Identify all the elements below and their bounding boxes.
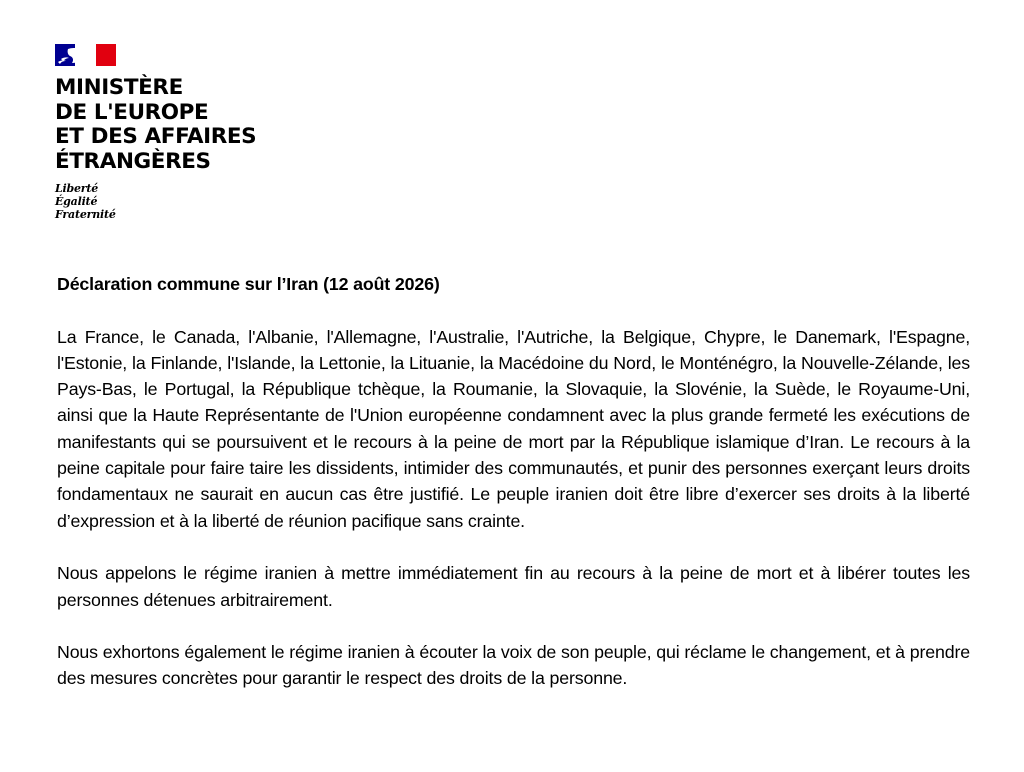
- marianne-flag-icon: [55, 44, 116, 66]
- republic-motto: [55, 182, 295, 221]
- flag-red-band: [96, 44, 116, 66]
- statement-paragraph: La France, le Canada, l'Albanie, l'Allemagne, l'Australie, l'Autriche, la Belgique, Chypre, le Danemark, l'Espagne, l'Estonie, la Finlande, l'Islande, la Lettonie, la Lituanie, la Macédoine du Nord, le Monténégro, la Nouvelle-Zélande, les Pays-Bas, le Portugal, la République tchèque, la Roumanie, la Slovaquie, la Slovénie, la Suède, le Royaume-Uni, ainsi que la Haute Représentante de l'Union européenne condamnent avec la plus grande fermeté les exécutions de manifestants qui se poursuivent et le recours à la peine de mort par la République islamique d’Iran. Le recours à la peine capitale pour faire taire les dissidents, intimider des communautés, et punir des personnes exerçant leurs droits fondamentaux ne saurait en aucun cas être justifié. Le peuple iranien doit être libre d’exercer ses droits à la liberté d’expression et à la liberté de réunion pacifique sans crainte.: [57, 326, 970, 531]
- ministry-name-line: MINISTÈRE: [55, 75, 183, 100]
- motto-line: Fraternité: [55, 208, 116, 221]
- ministry-name-line: DE L'EUROPE: [55, 99, 209, 125]
- statement-paragraph: Nous appelons le régime iranien à mettre immédiatement fin au recours à la peine de mort et à libérer toutes les personnes détenues arbitrairement.: [57, 563, 970, 610]
- motto-line: Égalité: [55, 195, 98, 208]
- ministry-logo: [55, 44, 295, 221]
- ministry-name: [55, 76, 295, 174]
- statement-body: [57, 271, 970, 692]
- statement-title: Déclaration commune sur l’Iran (12 août 2026): [57, 274, 440, 294]
- ministry-name-line: ET DES AFFAIRES: [55, 124, 257, 149]
- statement-paragraph: Nous exhortons également le régime iranien à écouter la voix de son peuple, qui réclame le changement, et à prendre des mesures concrètes pour garantir le respect des droits de la personne.: [57, 642, 970, 689]
- ministry-name-line: ÉTRANGÈRES: [55, 148, 211, 174]
- motto-line: Liberté: [55, 182, 99, 195]
